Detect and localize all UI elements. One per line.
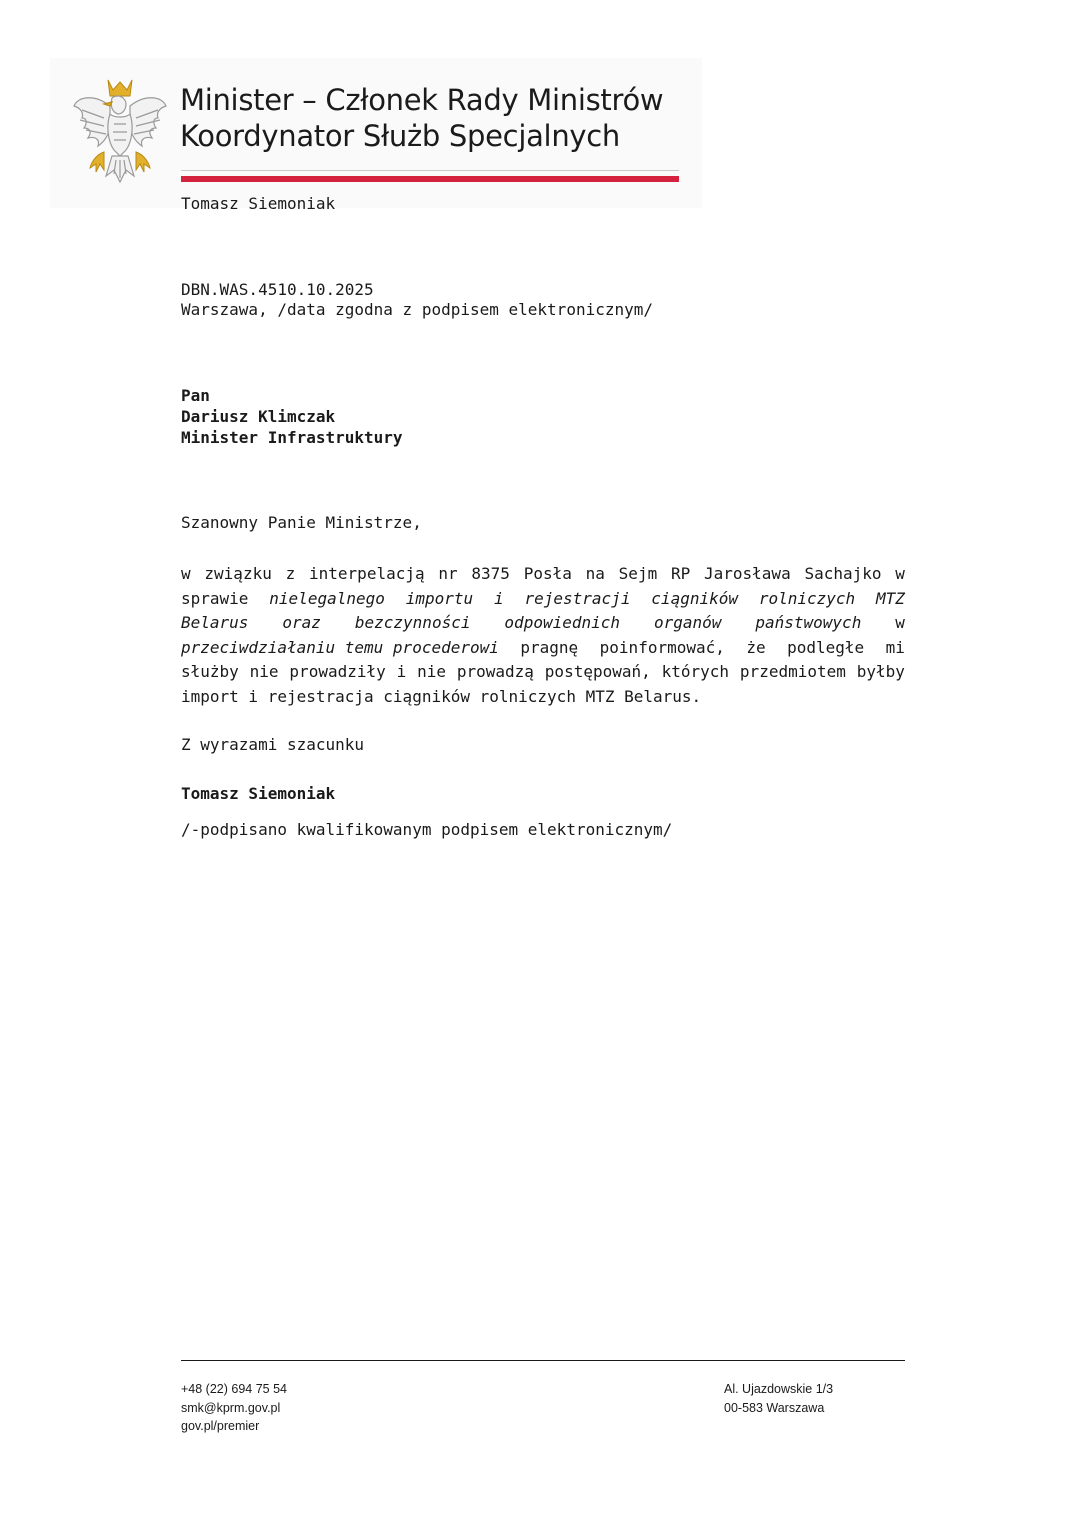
place-and-date: Warszawa, /data zgodna z podpisem elektronicznym/	[181, 300, 654, 319]
signature-note: /-podpisano kwalifikowanym podpisem elektronicznym/	[181, 820, 673, 839]
body-word: organów	[653, 613, 722, 632]
body-word: RP	[670, 564, 691, 583]
body-word: nie	[417, 662, 447, 681]
footer-rule	[181, 1360, 905, 1361]
polish-eagle-emblem-icon	[70, 76, 170, 184]
body-line-2	[181, 587, 905, 612]
body-word: odpowiednich	[504, 613, 621, 632]
body-line-6-text: import i rejestracja ciągników rolniczych MTZ Belarus.	[181, 686, 702, 706]
body-word: prowadziły	[289, 662, 386, 681]
recipient-title: Minister Infrastruktury	[181, 428, 403, 447]
footer-address	[724, 1380, 833, 1417]
recipient-name: Dariusz Klimczak	[181, 407, 336, 426]
body-line-4	[181, 636, 905, 661]
reference-number: DBN.WAS.4510.10.2025	[181, 280, 374, 299]
body-word: interpelacją	[309, 564, 425, 583]
body-word: importu	[405, 588, 474, 608]
body-word: których	[661, 662, 730, 681]
body-word: 8375	[471, 564, 510, 583]
body-word: w	[181, 564, 191, 583]
body-word: MTZ	[876, 588, 905, 608]
body-italic-phrase: przeciwdziałaniu temu procederowi	[181, 637, 499, 657]
body-word: rolniczych	[758, 588, 856, 608]
body-word: nr	[438, 564, 458, 583]
signature-name: Tomasz Siemoniak	[181, 784, 336, 803]
body-word: poinformować,	[599, 637, 725, 657]
body-word: z	[285, 564, 296, 583]
body-line-5	[181, 660, 905, 685]
body-word: w	[895, 564, 905, 583]
recipient-salutation: Pan	[181, 386, 210, 405]
body-word: rejestracji	[524, 588, 631, 608]
body-word: państwowych	[755, 613, 862, 632]
body-word: pragnę	[520, 637, 579, 657]
letterhead-title-line-1: Minister – Członek Rady Ministrów	[180, 83, 664, 117]
body-word: i	[396, 662, 407, 681]
body-word: i	[494, 588, 504, 608]
body-word: prowadzą	[456, 662, 534, 681]
sender-name: Tomasz Siemoniak	[181, 194, 336, 213]
body-word: przedmiotem	[739, 662, 846, 681]
body-word: sprawie	[181, 588, 249, 608]
body-word: Sachajko	[804, 564, 882, 583]
letterhead-title-line-2: Koordynator Służb Specjalnych	[180, 119, 620, 153]
footer-phone: +48 (22) 694 75 54	[181, 1382, 287, 1396]
footer-contact	[181, 1380, 287, 1436]
closing: Z wyrazami szacunku	[181, 735, 365, 754]
body-word: na	[585, 564, 605, 583]
body-word: Belarus	[181, 613, 249, 632]
body-word: nielegalnego	[269, 588, 385, 608]
greeting: Szanowny Panie Ministrze,	[181, 513, 422, 532]
body-line-1	[181, 562, 905, 587]
body-word: mi	[885, 637, 905, 657]
body-word: nie	[249, 662, 279, 681]
body-word: oraz	[282, 613, 321, 632]
letterhead-red-rule	[181, 176, 679, 182]
footer-address-line-2: 00-583 Warszawa	[724, 1400, 825, 1415]
body-word: podległe	[787, 637, 865, 657]
body-word: postępowań,	[544, 662, 651, 681]
footer-website: gov.pl/premier	[181, 1419, 260, 1433]
body-word: w	[895, 613, 905, 632]
body-word: byłby	[856, 662, 905, 681]
body-word: ciągników	[651, 588, 738, 608]
letterhead-grey-rule	[181, 170, 679, 171]
body-line-3	[181, 611, 905, 636]
body-word: związku	[204, 564, 272, 583]
body-word: Posła	[523, 564, 572, 583]
body-word: służby	[181, 662, 239, 681]
body-line-6	[181, 685, 905, 710]
footer-email: smk@kprm.gov.pl	[181, 1400, 281, 1415]
body-word: Sejm	[618, 564, 658, 583]
body-word: Jarosława	[704, 564, 791, 583]
body-word: bezczynności	[354, 613, 471, 632]
body-word: że	[746, 637, 766, 657]
letter-body	[181, 562, 905, 709]
footer-address-line-1: Al. Ujazdowskie 1/3	[724, 1382, 834, 1396]
letterhead-title	[180, 82, 663, 154]
